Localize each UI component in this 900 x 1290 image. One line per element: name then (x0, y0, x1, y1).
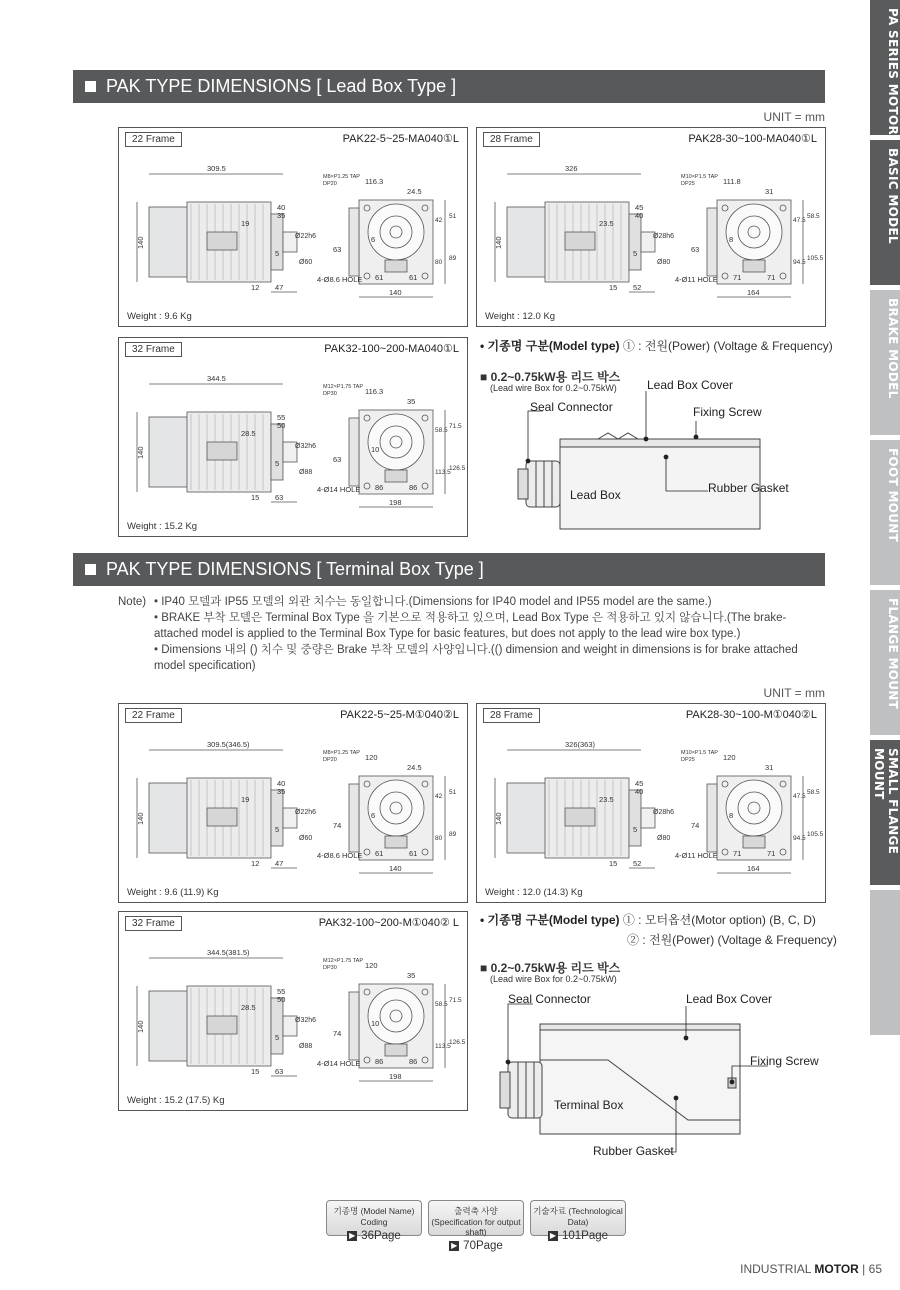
overall-length-dim: 344.5 (207, 374, 226, 383)
side-tab-basic-model[interactable]: BASIC MODEL (870, 140, 900, 285)
fixing-screw-label: Fixing Screw (750, 1054, 819, 1068)
vertical-dim-2: 71.5 (449, 997, 462, 1004)
shaft-length-dim: 45 (635, 779, 644, 788)
shaft-key-dim: 35 (407, 397, 416, 406)
vertical-dim-1: 42 (435, 793, 443, 800)
fixing-screw-label: Fixing Screw (693, 405, 762, 419)
tap-depth: DP30 (323, 391, 337, 397)
spigot-dim: 5 (275, 249, 280, 258)
model-code: PAK32-100~200-M①040② L (318, 917, 459, 929)
overall-length-dim: 309.5(346.5) (207, 740, 250, 749)
height-dim: 140 (494, 236, 503, 249)
model-code: PAK22-5~25-MA040①L (342, 133, 459, 145)
dimension-drawing (127, 362, 466, 522)
leadbox-subtitle: (Lead wire Box for 0.2~0.75kW) (490, 974, 617, 984)
side-tab-foot-mount[interactable]: FOOT MOUNT (870, 440, 900, 585)
flange-offset-dim: 120 (365, 753, 378, 762)
hole-pitch-dim-1: 71 (733, 273, 742, 282)
dimension-panel-22-frame (118, 127, 468, 327)
shaft-diameter-dim: Ø28h6 (653, 233, 675, 240)
reference-button-model-coding[interactable]: 기종명 (Model Name) Coding ▶ 36Page (326, 1200, 422, 1236)
rubber-gasket-label: Rubber Gasket (708, 481, 789, 495)
notes: Note) • IP40 모델과 IP55 모델의 외관 치수는 동일합니다.(Dimensions for IP40 model and IP55 model are the same.) • BRAKE 부착 모델은 Terminal Box Type 을 기본으로 적용하고 있으며, Lead Box Type 은 적용하고 있지 않습니다.(The brake-attached model is applied to the Terminal Box Type for basic features, but does not apply to the lead wire box type.) • Dimensions 내의 () 치수 및 중량은 Brake 부착 모델의 사양입니다.(() dimension and weight in dimensions is for brake attached model specification) (118, 596, 798, 672)
shaft-key-dim: 24.5 (407, 187, 422, 196)
flange-offset-dim: 116.3 (365, 387, 384, 396)
flange-offset-dim: 111.8 (723, 177, 741, 186)
shaft-length-dim: 40 (277, 203, 286, 212)
offset-dim-2: 63 (275, 1067, 284, 1076)
mount-height-dim: 74 (333, 821, 342, 830)
key-length-dim: 35 (277, 787, 286, 796)
dimension-panel-32-frame (118, 911, 468, 1111)
flange-width-dim: 140 (389, 288, 402, 297)
shaft-key-dim: 31 (765, 763, 774, 772)
key-height-dim: 23.5 (599, 795, 614, 804)
rubber-gasket-label: Rubber Gasket (593, 1144, 674, 1158)
key-length-dim: 40 (635, 211, 644, 220)
vertical-dim-2: 51 (449, 789, 457, 796)
vertical-dim-4: 105.5 (807, 831, 824, 838)
tap-depth: DP30 (323, 965, 337, 971)
arrow-right-icon: ▶ (451, 1241, 458, 1250)
terminal-box-label: Terminal Box (554, 1098, 624, 1112)
vertical-dim-4: 89 (449, 831, 457, 838)
dimension-panel-28-frame (476, 127, 826, 327)
mount-hole-spec: 4-Ø8.6 HOLE (317, 851, 363, 860)
dimension-drawing (485, 728, 824, 888)
leadbox-subtitle: (Lead wire Box for 0.2~0.75kW) (490, 383, 617, 393)
weight-label: Weight : 12.0 (14.3) Kg (485, 887, 583, 898)
dimension-panel-32-frame (118, 337, 468, 537)
square-bullet-icon (85, 81, 96, 92)
hole-pitch-dim-1: 86 (375, 1057, 384, 1066)
tap-spec: M8×P1.25 TAP (323, 174, 360, 180)
hole-pitch-dim-1: 61 (375, 849, 384, 858)
pilot-diameter-dim: Ø88 (299, 1043, 313, 1050)
dimension-panel-28-frame (476, 703, 826, 903)
vertical-dim-4: 89 (449, 255, 457, 262)
leadbox-title: ■ 0.2~0.75kW용 리드 박스 (480, 370, 621, 384)
vertical-dim-3: 113.5 (435, 469, 451, 476)
key-length-dim: 35 (277, 211, 286, 220)
mount-height-dim: 63 (691, 245, 700, 254)
hole-pitch-dim-1: 86 (375, 483, 384, 492)
key-height-dim: 19 (241, 219, 250, 228)
offset-dim-2: 63 (275, 493, 284, 502)
shaft-key-dim: 31 (765, 187, 774, 196)
side-tab-brake-model[interactable]: BRAKE MODEL (870, 290, 900, 435)
overall-length-dim: 309.5 (207, 164, 226, 173)
vertical-dim-3: 113.5 (435, 1043, 451, 1050)
offset-dim-1: 15 (609, 283, 618, 292)
frame-tag: 32 Frame (125, 342, 182, 357)
tap-spec: M8×P1.25 TAP (323, 750, 360, 756)
flange-width-dim: 164 (747, 864, 760, 873)
height-dim: 140 (136, 446, 145, 459)
overall-length-dim: 326(363) (565, 740, 596, 749)
vertical-dim-3: 94.5 (793, 835, 806, 842)
arrow-right-icon: ▶ (549, 1231, 557, 1240)
dimension-drawing (127, 152, 461, 312)
offset-dim-1: 12 (251, 283, 260, 292)
tap-spec: M12×P1.75 TAP (323, 958, 364, 964)
overall-length-dim: 344.5(381.5) (207, 948, 250, 957)
flange-width-dim: 198 (389, 1072, 402, 1081)
shaft-diameter-dim: Ø28h6 (653, 809, 675, 816)
vertical-dim-1: 47.5 (793, 793, 806, 800)
flange-offset-dim: 116.3 (365, 177, 384, 186)
offset-dim-1: 12 (251, 859, 260, 868)
spigot-dim: 5 (275, 825, 280, 834)
vertical-dim-2: 58.5 (807, 213, 820, 220)
key-width-dim: 8 (729, 235, 734, 244)
offset-dim-1: 15 (609, 859, 618, 868)
key-length-dim: 40 (635, 787, 644, 796)
seal-connector-label: Seal Connector (530, 400, 613, 414)
vertical-dim-4: 126.5 (449, 1039, 466, 1046)
vertical-dim-1: 47.5 (793, 217, 806, 224)
frame-tag: 22 Frame (125, 132, 182, 147)
lead-box-cover-label: Lead Box Cover (647, 378, 734, 392)
mount-hole-spec: 4-Ø14 HOLE (317, 1059, 361, 1068)
vertical-dim-3: 80 (435, 259, 443, 266)
pilot-diameter-dim: Ø60 (299, 259, 313, 266)
lead-box-diagram (478, 375, 828, 535)
seal-connector-label: Seal Connector (508, 992, 591, 1006)
pilot-diameter-dim: Ø88 (299, 469, 313, 476)
weight-label: Weight : 15.2 (17.5) Kg (127, 1095, 225, 1106)
key-width-dim: 6 (371, 235, 376, 244)
height-dim: 140 (136, 1020, 145, 1033)
model-type-info: • 기종명 구분(Model type) ① : 모터옵션(Motor option) (B, C, D) (480, 913, 816, 927)
pilot-diameter-dim: Ø80 (657, 835, 671, 842)
leadbox-title: ■ 0.2~0.75kW용 리드 박스 (480, 961, 621, 975)
tap-spec: M12×P1.75 TAP (323, 384, 364, 390)
vertical-dim-1: 42 (435, 217, 443, 224)
hole-pitch-dim-2: 86 (409, 483, 418, 492)
offset-dim-1: 15 (251, 1067, 260, 1076)
tap-depth: DP20 (323, 181, 337, 187)
square-bullet-icon (85, 564, 96, 575)
side-tab-flange-mount[interactable]: FLANGE MOUNT (870, 590, 900, 735)
lead-box-cover-label: Lead Box Cover (686, 992, 773, 1006)
model-code: PAK32-100~200-MA040①L (324, 343, 459, 355)
shaft-length-dim: 45 (635, 203, 644, 212)
weight-label: Weight : 9.6 (11.9) Kg (127, 887, 219, 898)
flange-offset-dim: 120 (723, 753, 736, 762)
model-code: PAK28-30~100-M①040②L (685, 709, 817, 721)
tap-depth: DP25 (681, 757, 695, 763)
vertical-dim-3: 80 (435, 835, 443, 842)
section-header-lead-box (73, 70, 825, 103)
mount-hole-spec: 4-Ø14 HOLE (317, 485, 361, 494)
section-header-terminal-box (73, 553, 825, 586)
shaft-key-dim: 35 (407, 971, 416, 980)
mount-hole-spec: 4-Ø11 HOLE (675, 275, 718, 284)
tap-spec: M10×P1.5 TAP (681, 174, 718, 180)
offset-dim-2: 52 (633, 283, 642, 292)
tap-depth: DP25 (681, 181, 695, 187)
hole-pitch-dim-2: 71 (767, 273, 776, 282)
frame-tag: 28 Frame (483, 132, 540, 147)
key-length-dim: 50 (277, 995, 286, 1004)
spigot-dim: 5 (275, 1033, 280, 1042)
key-height-dim: 28.5 (241, 1003, 256, 1012)
mount-hole-spec: 4-Ø11 HOLE (675, 851, 718, 860)
model-code: PAK28-30~100-MA040①L (688, 133, 817, 145)
vertical-dim-3: 94.5 (793, 259, 806, 266)
unit-label: UNIT = mm (763, 110, 825, 124)
shaft-diameter-dim: Ø22h6 (295, 809, 317, 816)
side-tabs (870, 0, 900, 1040)
shaft-diameter-dim: Ø32h6 (295, 1017, 317, 1024)
shaft-key-dim: 24.5 (407, 763, 422, 772)
frame-tag: 28 Frame (483, 708, 540, 723)
reference-button-output-shaft[interactable]: 출력축 사양 (Specification for output shaft) ▶ 70Page (428, 1200, 524, 1236)
vertical-dim-2: 71.5 (449, 423, 462, 430)
page-footer: INDUSTRIAL MOTOR | 65 (740, 1262, 882, 1276)
dimension-drawing (485, 152, 824, 312)
shaft-diameter-dim: Ø32h6 (295, 443, 317, 450)
flange-width-dim: 164 (747, 288, 760, 297)
mount-height-dim: 63 (333, 455, 342, 464)
page-number: 65 (868, 1262, 882, 1276)
overall-length-dim: 326 (565, 164, 578, 173)
spigot-dim: 5 (633, 825, 638, 834)
shaft-length-dim: 40 (277, 779, 286, 788)
key-height-dim: 23.5 (599, 219, 614, 228)
vertical-dim-2: 58.5 (807, 789, 820, 796)
key-width-dim: 10 (371, 445, 380, 454)
key-width-dim: 6 (371, 811, 376, 820)
model-type-line-2: ② : 전원(Power) (Voltage & Frequency) (627, 933, 837, 947)
reference-button-technological-data[interactable]: 기술자료 (Technological Data) ▶ 101Page (530, 1200, 626, 1236)
hole-pitch-dim-1: 71 (733, 849, 742, 858)
mount-height-dim: 74 (333, 1029, 342, 1038)
hole-pitch-dim-2: 71 (767, 849, 776, 858)
pilot-diameter-dim: Ø80 (657, 259, 671, 266)
height-dim: 140 (136, 236, 145, 249)
section-title: PAK TYPE DIMENSIONS [ Lead Box Type ] (106, 76, 457, 96)
arrow-right-icon: ▶ (349, 1231, 356, 1240)
vertical-dim-1: 58.5 (435, 427, 448, 434)
mount-height-dim: 63 (333, 245, 342, 254)
offset-dim-2: 47 (275, 859, 284, 868)
vertical-dim-4: 105.5 (807, 255, 824, 262)
pilot-diameter-dim: Ø60 (299, 835, 313, 842)
shaft-length-dim: 55 (277, 987, 286, 996)
weight-label: Weight : 9.6 Kg (127, 311, 192, 322)
model-type-info: • 기종명 구분(Model type) ① : 전원(Power) (Voltage & Frequency) (480, 339, 833, 353)
vertical-dim-2: 51 (449, 213, 457, 220)
flange-width-dim: 140 (389, 864, 402, 873)
key-height-dim: 28.5 (241, 429, 256, 438)
key-width-dim: 8 (729, 811, 734, 820)
flange-offset-dim: 120 (365, 961, 378, 970)
dimension-drawing (127, 728, 461, 888)
side-tab-blank (870, 890, 900, 1035)
weight-label: Weight : 12.0 Kg (485, 311, 556, 322)
mount-hole-spec: 4-Ø8.6 HOLE (317, 275, 363, 284)
vertical-dim-1: 58.5 (435, 1001, 448, 1008)
spigot-dim: 5 (633, 249, 638, 258)
terminal-box-diagram (478, 990, 828, 1160)
hole-pitch-dim-1: 61 (375, 273, 384, 282)
height-dim: 140 (136, 812, 145, 825)
lead-box-label: Lead Box (570, 488, 621, 502)
dimension-panel-22-frame (118, 703, 468, 903)
key-length-dim: 50 (277, 421, 286, 430)
hole-pitch-dim-2: 61 (409, 273, 418, 282)
shaft-length-dim: 55 (277, 413, 286, 422)
unit-label: UNIT = mm (763, 686, 825, 700)
section-title: PAK TYPE DIMENSIONS [ Terminal Box Type ] (106, 559, 484, 579)
offset-dim-1: 15 (251, 493, 260, 502)
key-width-dim: 10 (371, 1019, 380, 1028)
frame-tag: 32 Frame (125, 916, 182, 931)
model-code: PAK22-5~25-M①040②L (340, 709, 459, 721)
reference-buttons (326, 1200, 626, 1252)
weight-label: Weight : 15.2 Kg (127, 521, 198, 532)
key-height-dim: 19 (241, 795, 250, 804)
dimension-drawing (127, 936, 466, 1096)
offset-dim-2: 52 (633, 859, 642, 868)
flange-width-dim: 198 (389, 498, 402, 507)
tap-depth: DP20 (323, 757, 337, 763)
shaft-diameter-dim: Ø22h6 (295, 233, 317, 240)
hole-pitch-dim-2: 61 (409, 849, 418, 858)
side-tab-pa-series[interactable]: PA SERIES MOTOR (870, 0, 900, 135)
mount-height-dim: 74 (691, 821, 700, 830)
height-dim: 140 (494, 812, 503, 825)
hole-pitch-dim-2: 86 (409, 1057, 418, 1066)
vertical-dim-4: 126.5 (449, 465, 466, 472)
side-tab-small-flange-mount[interactable]: SMALL FLANGE MOUNT (870, 740, 900, 885)
spigot-dim: 5 (275, 459, 280, 468)
offset-dim-2: 47 (275, 283, 284, 292)
frame-tag: 22 Frame (125, 708, 182, 723)
tap-spec: M10×P1.5 TAP (681, 750, 718, 756)
